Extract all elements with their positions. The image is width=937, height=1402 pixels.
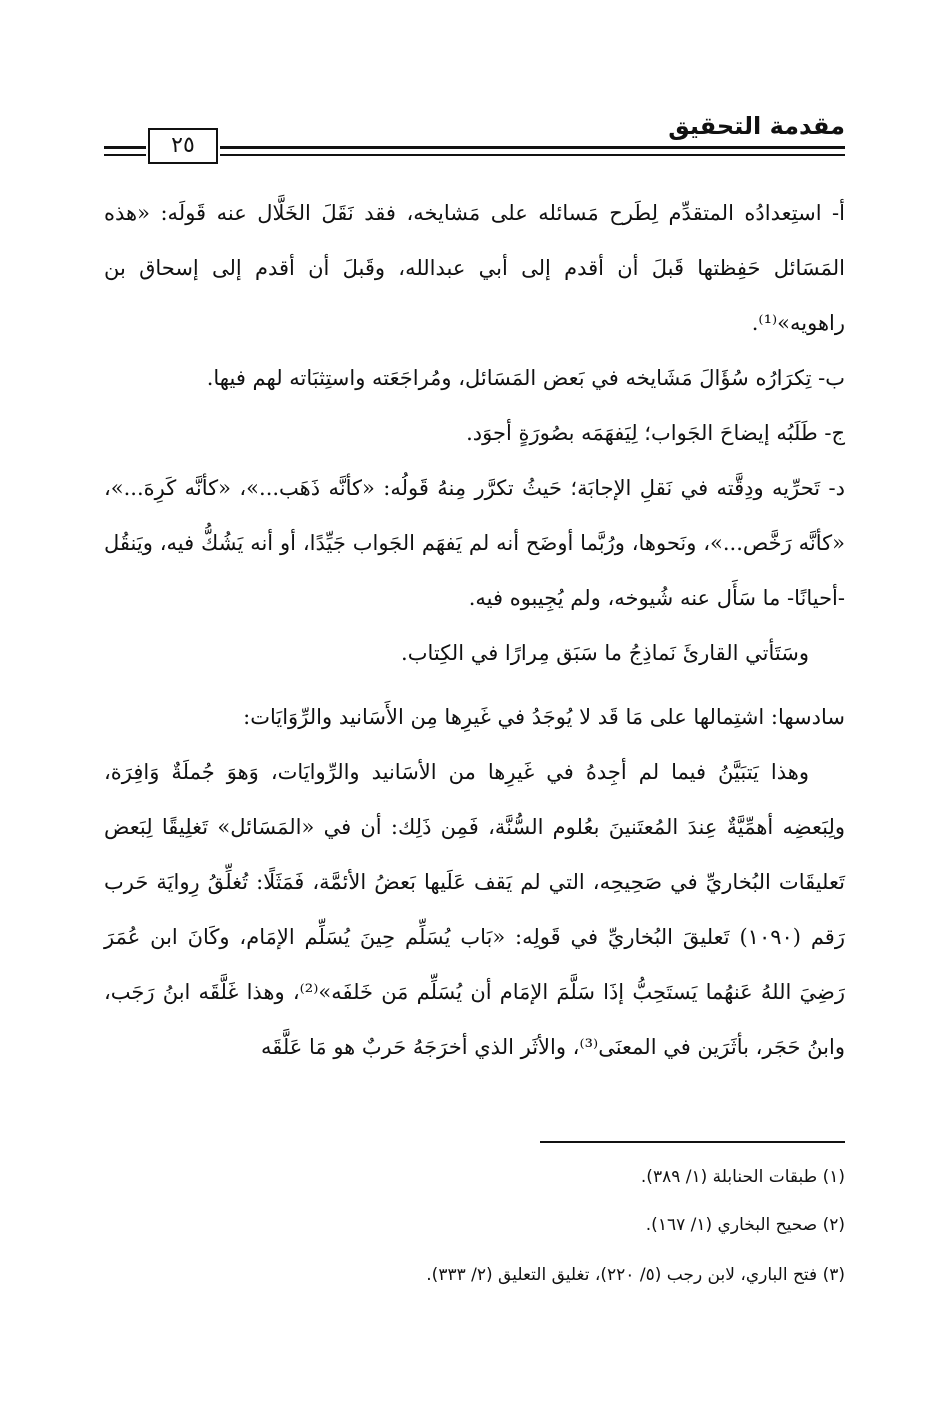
list-item-d: د- تَحرِّيه ودِقَّته في نَقلِ الإجابَة؛ حَيثُ تكرَّر مِنهُ قَولُه: «كأنَّه ذَهَب...»، «كأنَّه كَرِهَ...»، «كأنَّه رَخَّص...»، ونَحوها، ورُبَّما أوضَح أنه لم يَفهَم الجَواب جَيِّدًا، أو أنه يَشُكُّ فيه، ويَنقُل -أحيانًا- ما سَأَل عنه شُيوخه، ولم يُجِيبوه فيه. [104, 476, 845, 610]
section-paragraph: وهذا يَتبَيَّنُ فيما لم أجِدهُ في غَيرِها من الأسَانيد والرِّوايَات، وَهوَ جُملَةٌ وَافِرَة، ولِبَعضِه أهمِّيَّةٌ عِندَ المُعتَنينَ بعُلوم السُّنَّة، فَمِن ذَلِك: أن في «المَسَائل» تَغلِيقًا لِبَعض تَعليقَات البُخاريِّ في صَحِيحِه، التي لم يَقف عَلَيها بَعضُ الأئمَّة، فَمَثَلًا: تُغلِّقُ رِوايَة حَرب رَقم (١٠٩٠) تَعليقَ البُخاريِّ في قَولِه: «بَاب يُسَلِّم حِينَ يُسَلِّم الإمَام، وكَانَ ابن عُمَرَ رَضِيَ اللهُ عَنهُما يَستَحِبُّ إذَا سَلَّمَ الإمَام أن يُسَلِّم مَن خَلفَه»⁽²⁾، وهذا غَلَّقَه ابنُ رَجَب، وابنُ حَجَر، بأثَرَين في المعنَى⁽³⁾، والأثَر الذي أخرَجَهُ حَربٌ هو مَا عَلَّقَه [104, 760, 845, 1059]
header-rule-left-thick [104, 146, 146, 149]
footnote-3: (٣) فتح الباري، لابن رجب (٥/ ٢٢٠)، تغليق التعليق (٢/ ٣٣٣). [426, 1265, 845, 1285]
section-six [104, 690, 845, 1075]
list-item-a: أ- استِعدادُه المتقدِّم لِطَرح مَسائله على مَشايخه، فقد نَقَلَ الخَلَّال عنه قَولَه: «هذه المَسَائل حَفِظتها قَبلَ أن أقدم إلى أبي عبدالله، وقَبلَ أن أقدم إلى إسحاق بن راهويه»⁽¹⁾. [104, 201, 845, 335]
footnote-2: (٢) صحيح البخاري (١/ ١٦٧). [645, 1215, 845, 1235]
list-item-b: ب- تِكرَارُه سُؤَالَ مَشَايخه في بَعض المَسَائل، ومُراجَعَته واستِثبَاته لهم فيها. [206, 366, 845, 390]
section-heading: سادسها: اشتِمالها على مَا قَد لا يُوجَدُ في غَيرِها مِن الأَسَانيد والرِّوَايَات: [243, 705, 845, 729]
header-rule-right-thick [220, 146, 845, 149]
footnote-1: (١) طبقات الحنابلة (١/ ٣٨٩). [640, 1167, 845, 1187]
closing-paragraph: وسَتَأتي القارئَ نَماذِجُ ما سَبَق مِرارًا في الكِتاب. [401, 641, 809, 665]
running-header-title: مقدمة التحقيق [668, 112, 845, 140]
header-rule-left-thin [104, 154, 146, 156]
list-item-c: ج- طَلَبُه إيضاحَ الجَواب؛ لِيَفهَمَه بصُورَةٍ أجوَد. [466, 421, 845, 445]
footnote-separator [540, 1141, 845, 1143]
page-number: ٢٥ [148, 128, 218, 164]
header-rule-right-thin [220, 154, 845, 156]
main-text [104, 186, 845, 681]
